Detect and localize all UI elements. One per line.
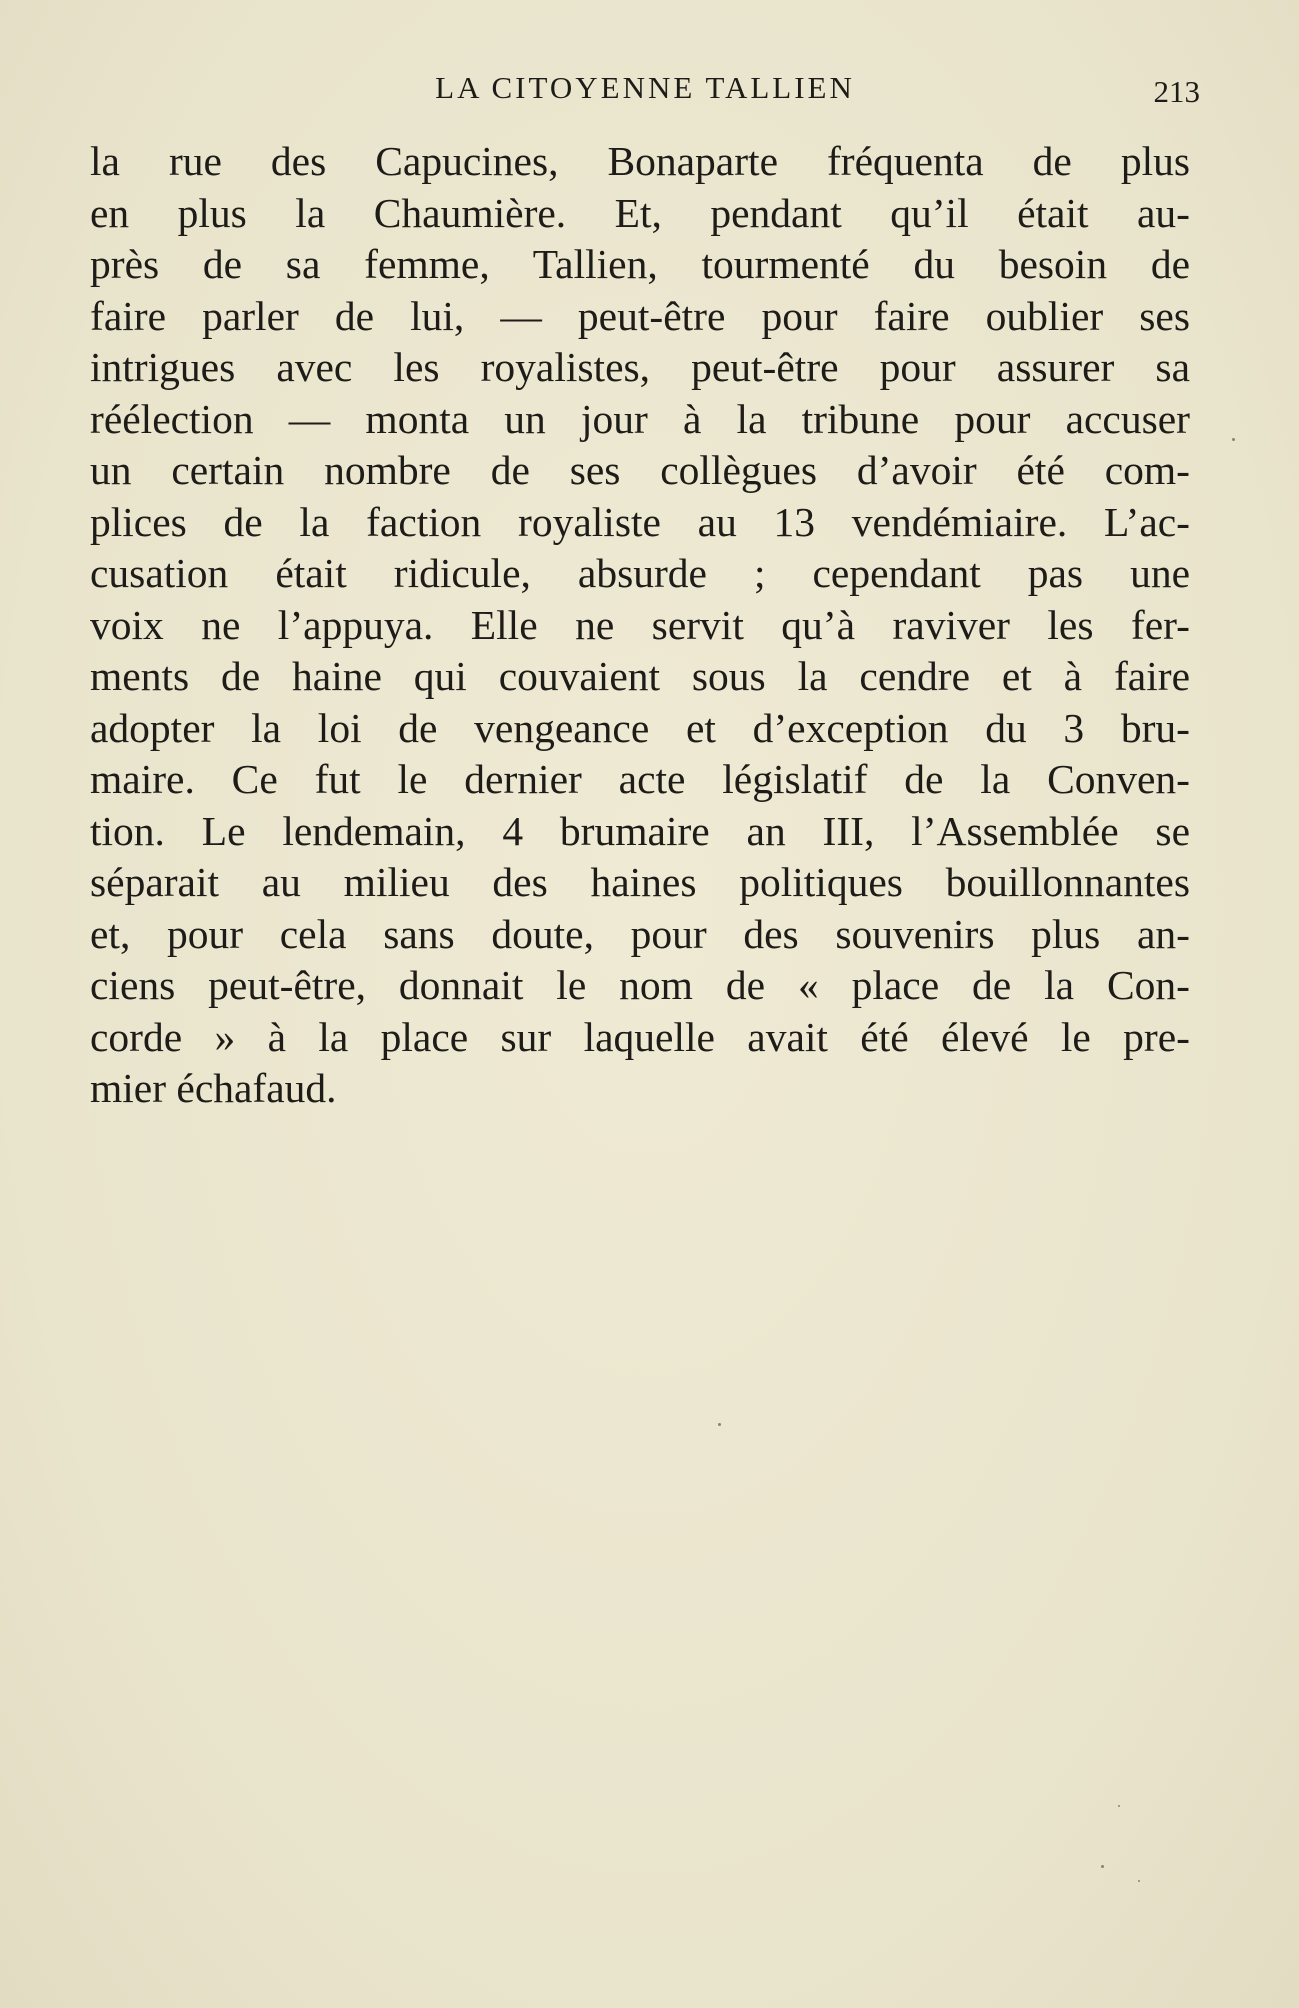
text-line-last: mier échafaud. — [90, 1065, 337, 1111]
text-line: et, pour cela sans doute, pour des souvenirs plus an- — [90, 910, 1190, 957]
page-number: 213 — [1153, 74, 1200, 109]
text-line: réélection — monta un jour à la tribune pour accuser — [90, 395, 1190, 442]
speck — [1101, 1865, 1104, 1868]
text-line: ments de haine qui couvaient sous la cendre et à faire — [90, 653, 1190, 699]
text-line: plices de la faction royaliste au 13 vendémiaire. L’ac- — [90, 498, 1190, 545]
text-line: séparait au milieu des haines politiques bouillonnantes — [90, 859, 1190, 905]
text-line: un certain nombre de ses collègues d’avoir été com- — [90, 447, 1190, 493]
text-line: intrigues avec les royalistes, peut-être pour assurer sa — [90, 344, 1190, 390]
text-line: la rue des Capucines, Bonaparte fréquenta de plus — [90, 138, 1190, 184]
text-line: maire. Ce fut le dernier acte législatif de la Conven- — [90, 756, 1190, 802]
text-line: près de sa femme, Tallien, tourmenté du besoin de — [90, 241, 1190, 287]
text-line: ciens peut-être, donnait le nom de « place de la Con- — [90, 962, 1190, 1008]
page-header — [90, 66, 1200, 110]
text-line: corde » à la place sur laquelle avait été élevé le pre- — [90, 1013, 1190, 1060]
text-line: faire parler de lui, — peut-être pour faire oublier ses — [90, 292, 1190, 339]
speck — [1232, 438, 1235, 441]
text-line: cusation était ridicule, absurde ; cependant pas une — [90, 550, 1190, 596]
speck — [718, 1423, 721, 1426]
text-line: voix ne l’appuya. Elle ne servit qu’à raviver les fer- — [90, 601, 1190, 648]
text-line: en plus la Chaumière. Et, pendant qu’il était au- — [90, 189, 1190, 236]
text-line: tion. Le lendemain, 4 brumaire an III, l’Assemblée se — [90, 807, 1190, 854]
speck — [1118, 1805, 1120, 1807]
text-line: adopter la loi de vengeance et d’exception du 3 bru- — [90, 704, 1190, 751]
body-text — [90, 136, 1190, 1115]
speck — [1138, 1880, 1140, 1882]
running-title: LA CITOYENNE TALLIEN — [435, 70, 855, 105]
